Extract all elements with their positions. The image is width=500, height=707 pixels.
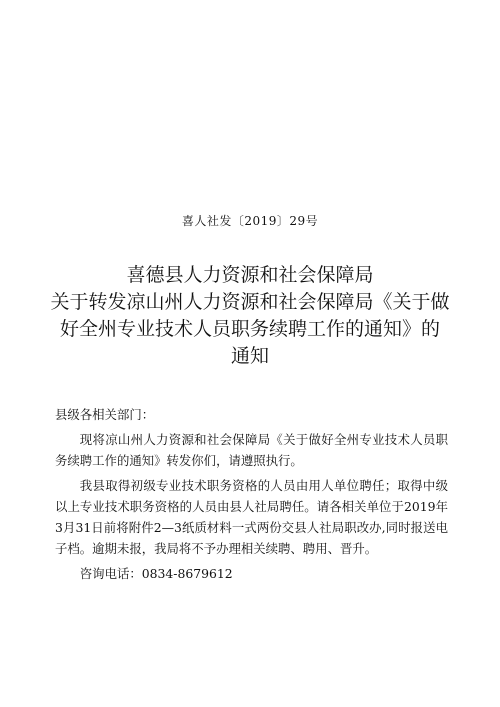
document-body <box>55 404 448 588</box>
body-paragraph: 现将凉山州人力资源和社会保障局《关于做好全州专业技术人员职务续聘工作的通知》转发你们，请遵照执行。 <box>55 432 448 468</box>
document-title <box>30 262 470 370</box>
salutation: 县级各相关部门： <box>55 407 155 422</box>
title-line: 喜德县人力资源和社会保障局 <box>126 264 374 286</box>
title-line: 好全州专业技术人员职务续聘工作的通知》的 <box>59 318 440 340</box>
contact-phone: 咨询电话：0834-8679612 <box>79 566 233 581</box>
document-number: 喜人社发〔2019〕29号 <box>181 214 319 228</box>
body-paragraph: 我县取得初级专业技术职务资格的人员由用人单位聘任；取得中级以上专业技术职务资格的人员由县人社局聘任。请各相关单位于2019年3月31日前将附件2—3纸质材料一式两份交县人社局职改办,同时报送电子档。逾期未报，我局将不予办理相关续聘、聘用、晋升。 <box>55 478 448 556</box>
title-line: 关于转发凉山州人力资源和社会保障局《关于做 <box>50 291 450 313</box>
title-line: 通知 <box>230 345 269 367</box>
